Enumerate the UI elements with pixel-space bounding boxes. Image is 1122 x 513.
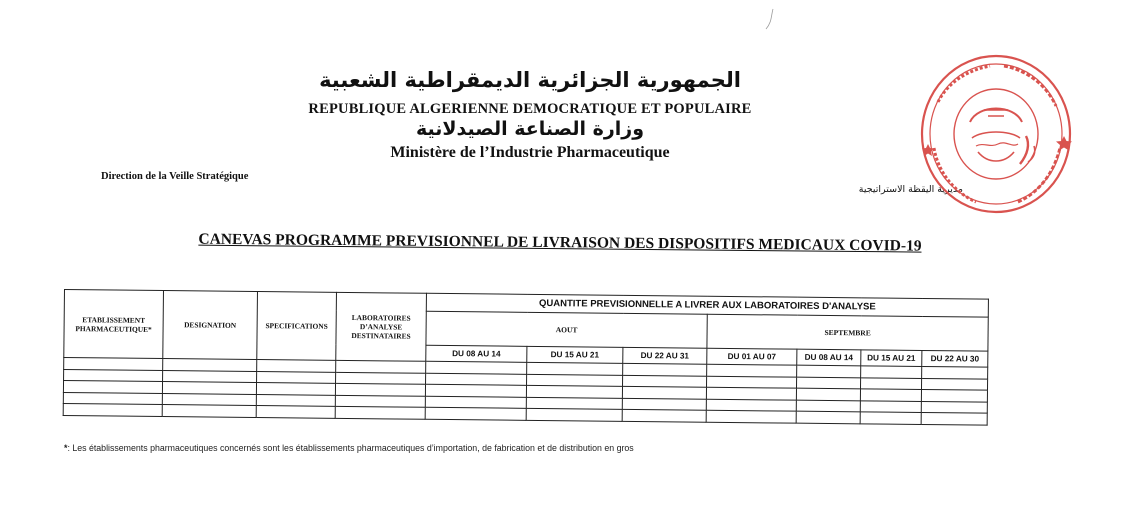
table-cell [527, 374, 623, 387]
table-cell [336, 360, 426, 372]
french-republic-title: REPUBLIQUE ALGERIENNE DEMOCRATIQUE ET POPULAIRE [308, 101, 752, 117]
table-cell [335, 406, 425, 418]
table-cell [425, 407, 526, 420]
table-cell [622, 409, 706, 421]
table-cell [622, 398, 706, 410]
table-cell [921, 401, 987, 413]
footnote [64, 443, 634, 453]
table-cell [256, 394, 335, 406]
table-cell [162, 393, 256, 405]
period-header-aout-1: DU 08 AU 14 [426, 345, 527, 362]
footnote-marker: * [64, 443, 68, 453]
table-body [63, 358, 988, 425]
table-cell [706, 410, 796, 422]
quantity-group-header: QUANTITE PREVISIONNELLE A LIVRER AUX LABORATOIRES D'ANALYSE [426, 293, 988, 317]
arabic-republic-title: الجمهورية الجزائرية الديمقراطية الشعبية [319, 68, 741, 92]
table-cell [922, 366, 988, 378]
table-cell [707, 364, 797, 376]
table-cell [707, 376, 797, 388]
table-cell [860, 389, 921, 401]
footnote-text: : Les établissements pharmaceutiques concernés sont les établissements pharmaceutiques d’importation, de fabrication et de distribution en gros [67, 443, 634, 453]
month-header-aout: AOUT [426, 311, 707, 348]
table-cell [861, 366, 922, 378]
table-cell [921, 378, 987, 390]
table-cell [860, 412, 921, 424]
table-cell [256, 406, 335, 418]
table-cell [63, 392, 162, 405]
column-header-establishment: ETABLISSEMENT PHARMACEUTIQUE* [64, 290, 164, 359]
table-cell [860, 377, 921, 389]
table-cell [257, 371, 336, 383]
period-header-sept-1: DU 01 AU 07 [707, 348, 797, 365]
delivery-schedule-table [63, 289, 988, 425]
table-cell [526, 408, 622, 421]
document-title: CANEVAS PROGRAMME PREVISIONNEL DE LIVRAISON DES DISPOSITIFS MEDICAUX COVID-19 [198, 230, 922, 255]
direction-label-arabic: مديرية اليقظة الاستراتيجية [858, 184, 963, 195]
direction-label-french: Direction de la Veille Stratégique [101, 171, 249, 182]
month-header-septembre: SEPTEMBRE [707, 314, 988, 351]
table-cell [526, 397, 622, 410]
table-cell [335, 395, 425, 407]
table-cell [527, 362, 623, 375]
table-cell [797, 365, 861, 377]
table-cell [336, 372, 426, 384]
table-cell [796, 388, 860, 400]
table-cell [163, 359, 257, 371]
table-cell [335, 383, 425, 395]
column-header-specifications: SPECIFICATIONS [257, 292, 337, 361]
table-cell [256, 383, 335, 395]
table-cell [921, 412, 987, 424]
table-cell [526, 385, 622, 398]
table-cell [64, 358, 163, 371]
table-cell [860, 400, 921, 412]
period-header-sept-4: DU 22 AU 30 [922, 350, 988, 367]
table-cell [163, 370, 257, 382]
table-cell [797, 377, 861, 389]
table-cell [706, 387, 796, 399]
scan-mark-decoration [763, 8, 777, 30]
table-cell [623, 363, 707, 375]
table-cell [257, 360, 336, 372]
table-cell [63, 403, 162, 416]
table-cell [623, 375, 707, 387]
period-header-aout-3: DU 22 AU 31 [623, 347, 707, 364]
table-cell [162, 382, 256, 394]
table-cell [622, 386, 706, 398]
period-header-sept-3: DU 15 AU 21 [861, 350, 922, 367]
table-cell [162, 405, 256, 417]
table-cell [796, 411, 860, 423]
table-cell [796, 400, 860, 412]
table-cell [63, 381, 162, 394]
table-cell [921, 389, 987, 401]
official-seal-stamp [918, 52, 1074, 216]
french-ministry-title: Ministère de l’Industrie Pharmaceutique [390, 144, 670, 161]
column-header-laboratories: LABORATOIRES D’ANALYSE DESTINATAIRES [336, 292, 427, 361]
period-header-aout-2: DU 15 AU 21 [527, 346, 623, 363]
table-cell [706, 399, 796, 411]
column-header-designation: DESIGNATION [163, 291, 258, 360]
arabic-ministry-title: وزارة الصناعة الصيدلانية [415, 118, 645, 140]
period-header-sept-2: DU 08 AU 14 [797, 349, 861, 366]
